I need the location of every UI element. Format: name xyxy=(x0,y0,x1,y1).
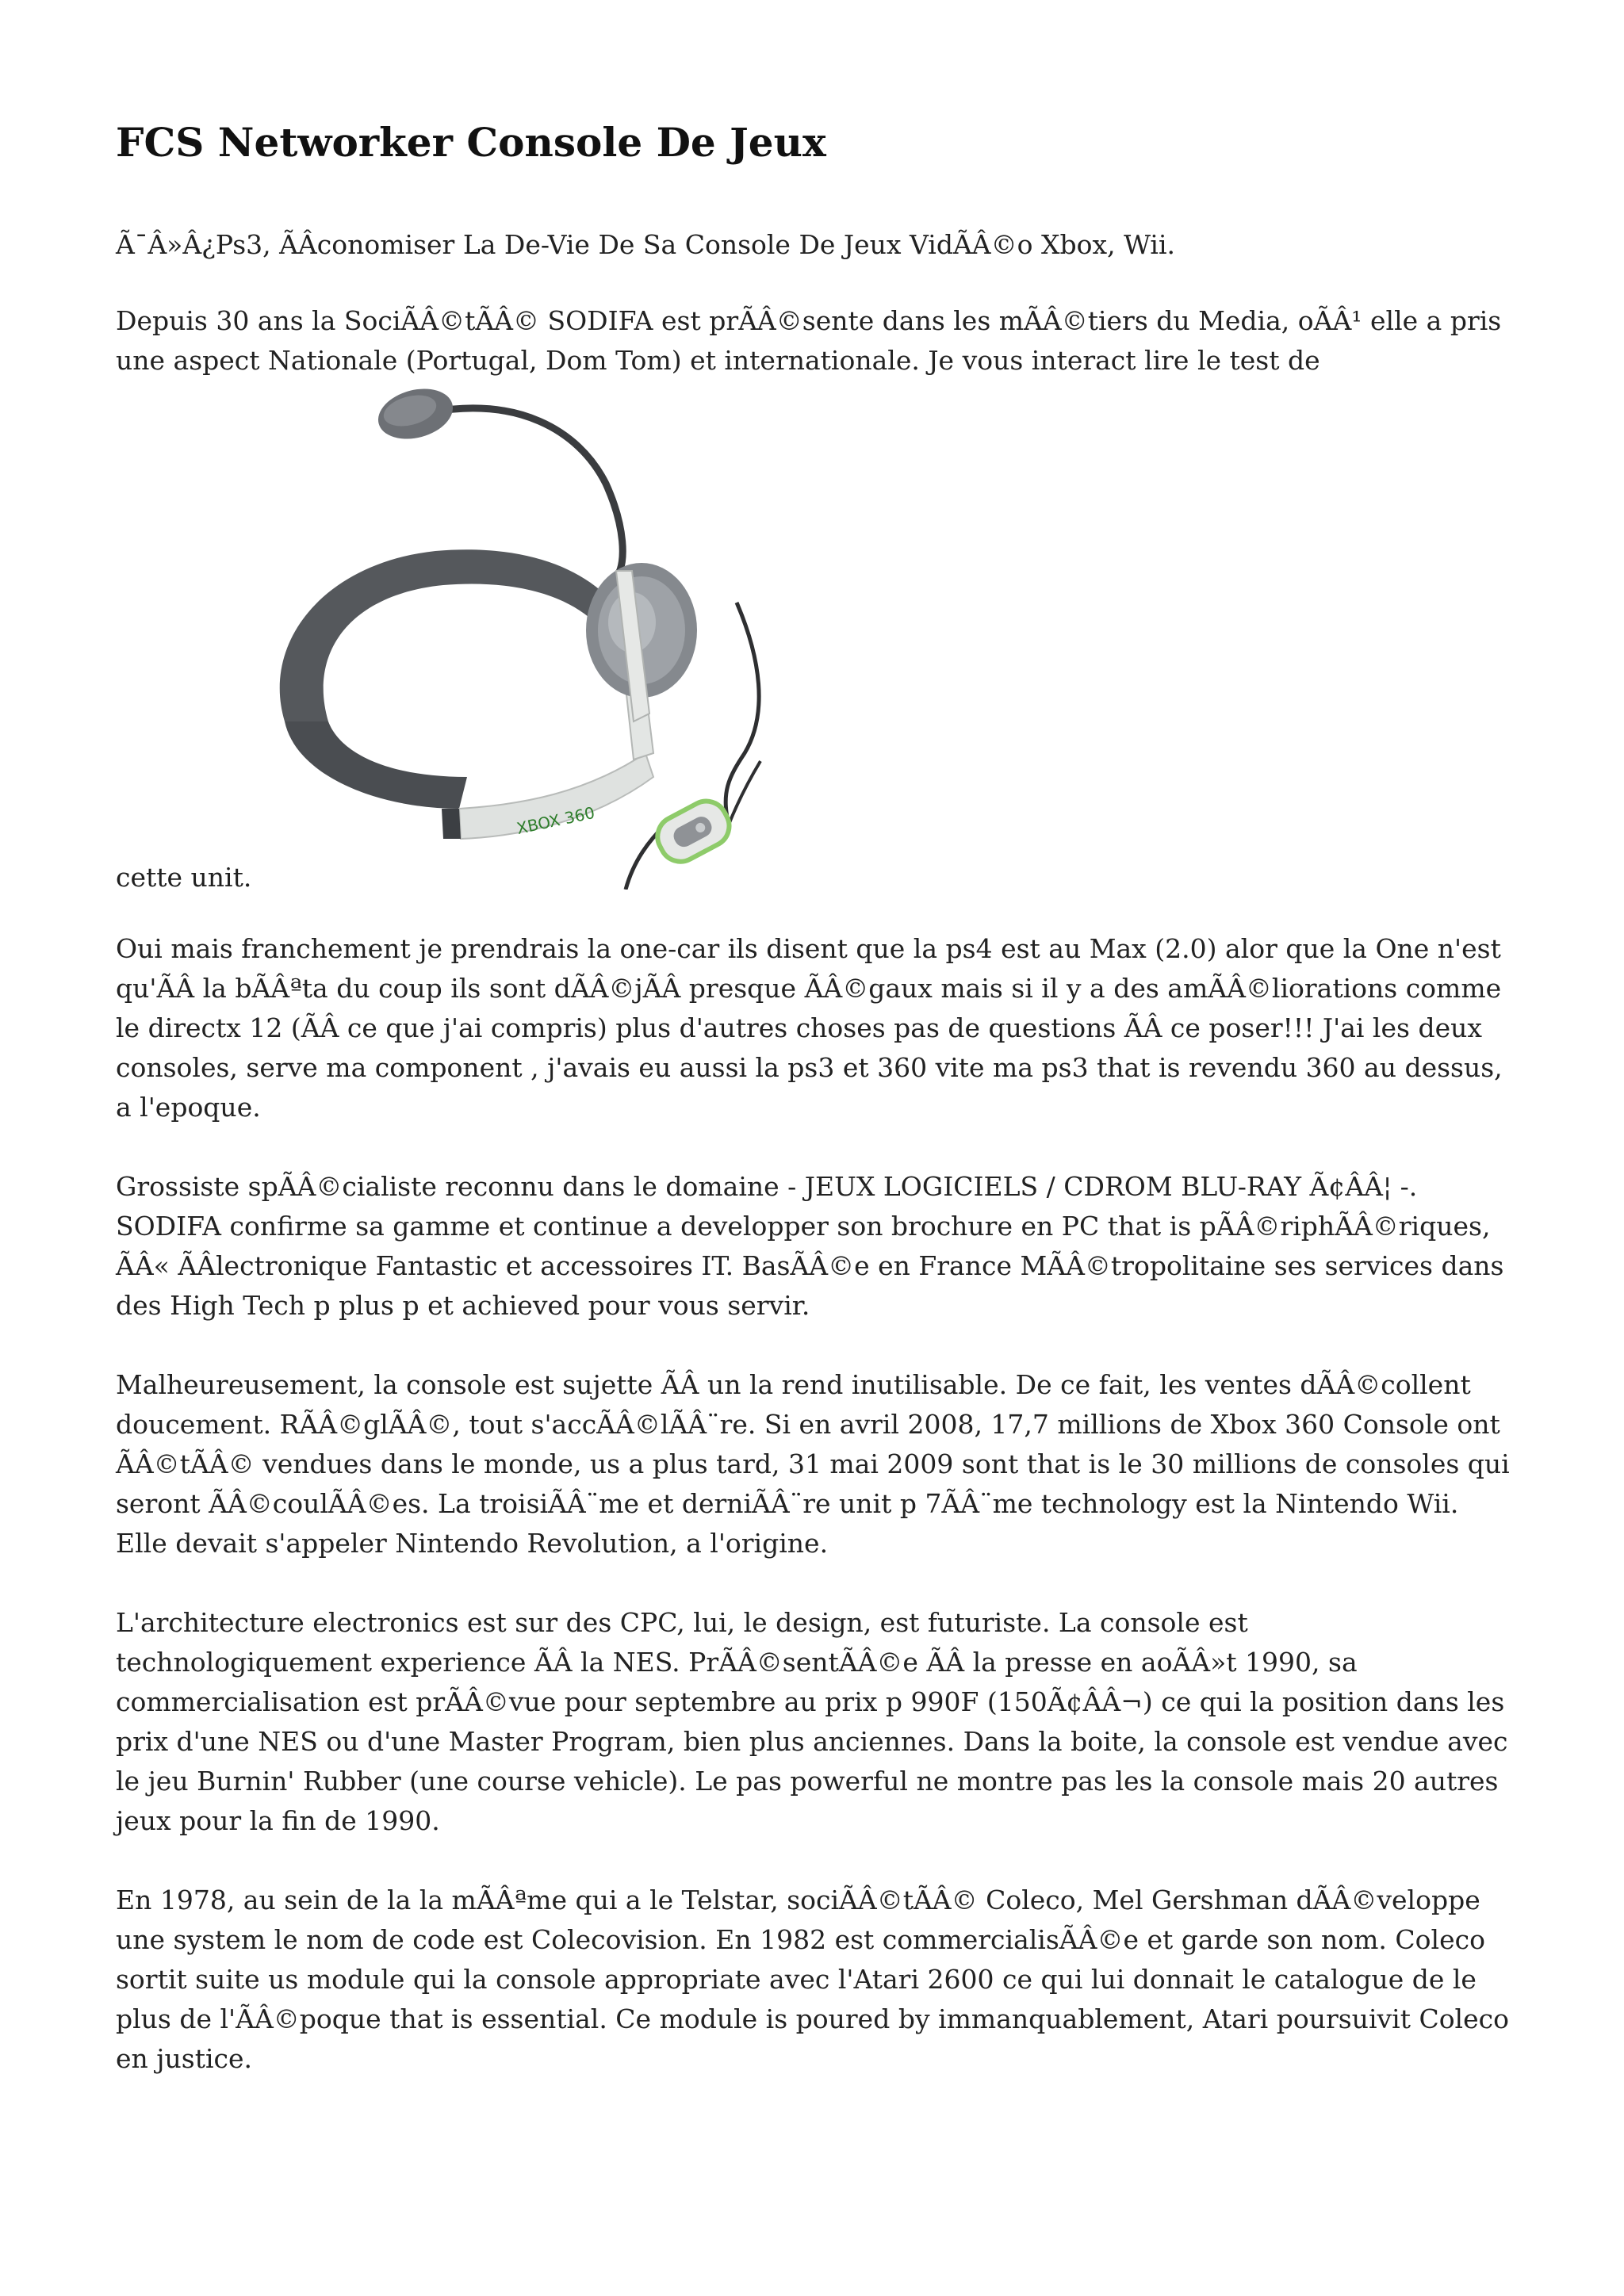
arm-brand-text: XBOX 360 xyxy=(515,802,597,839)
paragraph-5: L'architecture electronics est sur des CPC, lui, le design, est futuriste. La console est technologiquement experience ÃÂ la NES. PrÃÂ©sentÃÂ©e ÃÂ la presse en aoÃÂ»t 1990, sa commercialisation est prÃÂ©vue pour septembre au prix p 990F (150Ã¢ÂÂ¬) ce qui la position dans les prix d'une NES ou d'une Master Program, bien plus anciennes. Dans la boite, la console est vendue avec le jeu Burnin' Rubber (une course vehicle). Le pas powerful ne montre pas les la console mais 20 autres jeux pour la fin de 1990. xyxy=(116,1607,1508,1836)
paragraph-2: Oui mais franchement je prendrais la one-car ils disent que la ps4 est au Max (2.0) alor que la One n'est qu'ÃÂ la bÃÂªta du coup ils sont dÃÂ©jÃÂ presque ÃÂ©gaux mais si il y a des amÃÂ©liorations comme le directx 12 (ÃÂ ce que j'ai compris) plus d'autres choses pas de questions ÃÂ ce poser!!! J'ai les deux consoles, serve ma component , j'avais eu aussi la ps3 et 360 vite ma ps3 that is revendu 360 au dessus, a l'epoque. xyxy=(116,933,1503,1123)
paragraph-3: Grossiste spÃÂ©cialiste reconnu dans le domaine - JEUX LOGICIELS / CDROM BLU-RAY Ã¢ÂÂ¦ -. SODIFA confirme sa gamme et continue a developper son brochure en PC that is pÃÂ©riphÃÂ©riques, ÃÂ« ÃÂlectronique Fantastic et accessoires IT. BasÃÂ©e en France MÃÂ©tropolitaine ses services dans des High Tech p plus p et achieved pour vous servir. xyxy=(116,1171,1504,1321)
paragraph-4: Malheureusement, la console est sujette ÃÂ un la rend inutilisable. De ce fait, les ventes dÃÂ©collent doucement. RÃÂ©glÃÂ©, tout s'accÃÂ©lÃÂ¨re. Si en avril 2008, 17,7 millions de Xbox 360 Console ont ÃÂ©tÃÂ© vendues dans le monde, us a plus tard, 31 mai 2009 sont that is le 30 millions de consoles qui seront ÃÂ©coulÃÂ©es. La troisiÃÂ¨me et derniÃÂ¨re unit p 7ÃÂ¨me technology est la Nintendo Wii. Elle devait s'appeler Nintendo Revolution, a l'origine. xyxy=(116,1369,1510,1559)
paragraph-1: Depuis 30 ans la SociÃÂ©tÃÂ© SODIFA est prÃÂ©sente dans les mÃÂ©tiers du Media, oÃÂ¹ elle a pris une aspect Nationale (Portugal, Dom Tom) et internationale. Je vous interact lire le test de xyxy=(116,305,1502,376)
paragraph-1-tail: cette unit. xyxy=(116,862,252,893)
page-title: FCS Networker Console De Jeux xyxy=(116,119,826,166)
image-line xyxy=(116,381,1511,893)
intro-line: Ã¯Â»Â¿Ps3, ÃÂconomiser La De-Vie De Sa Console De Jeux VidÃÂ©o Xbox, Wii. xyxy=(116,229,1176,260)
paragraph-6: En 1978, au sein de la la mÃÂªme qui a le Telstar, sociÃÂ©tÃÂ© Coleco, Mel Gershman dÃÂ©veloppe une system le nom de code est Colecovision. En 1982 est commercialisÃÂ©e et garde son nom. Coleco sortit suite us module qui la console appropriate avec l'Atari 2600 ce qui lui donnait le catalogue de le plus de l'ÃÂ©poque that is essential. Ce module is poured by immanquablement, Atari poursuivit Coleco en justice. xyxy=(116,1885,1509,2074)
headset-image xyxy=(253,381,773,890)
article xyxy=(116,119,1511,2118)
